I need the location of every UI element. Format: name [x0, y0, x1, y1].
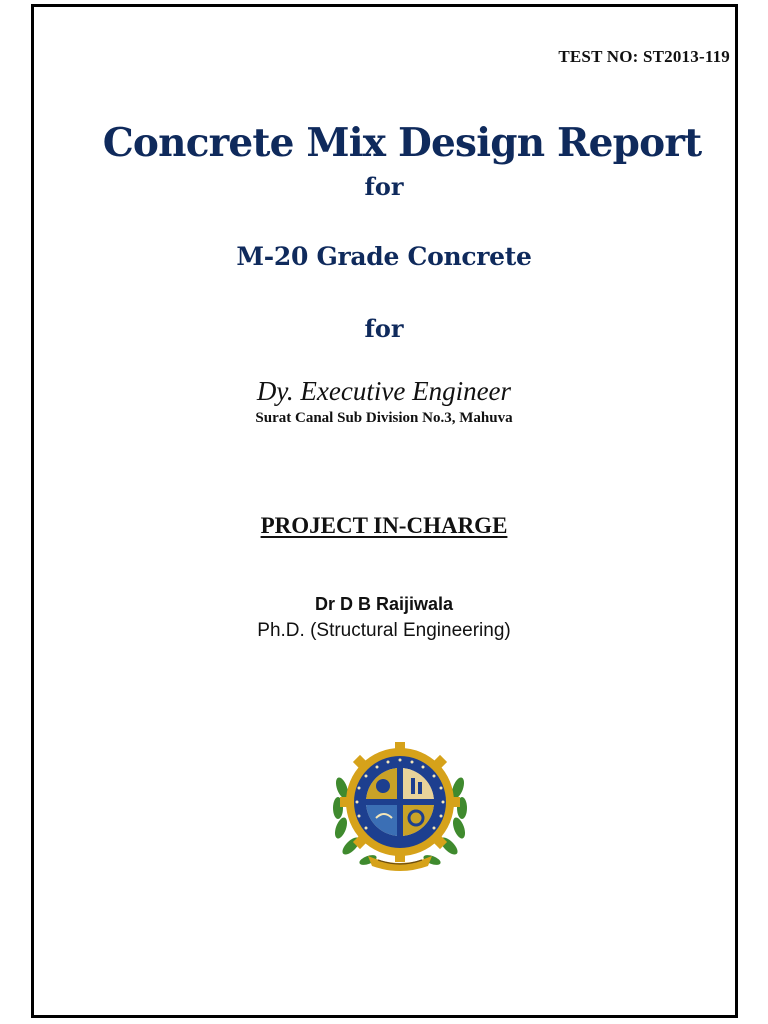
incharge-qualification: Ph.D. (Structural Engineering): [257, 620, 511, 641]
institute-emblem-icon: [328, 738, 472, 876]
concrete-grade: M-20 Grade Concrete: [236, 242, 532, 271]
emblem-center: [366, 768, 434, 836]
project-incharge-heading: PROJECT IN-CHARGE: [260, 513, 508, 538]
client-designation: Dy. Executive Engineer: [256, 376, 512, 406]
report-title: Concrete Mix Design Report: [102, 120, 702, 166]
for-label-1: for: [364, 172, 404, 201]
test-number: TEST NO: ST2013-119: [558, 47, 730, 66]
client-subdivision: Surat Canal Sub Division No.3, Mahuva: [255, 410, 513, 426]
for-label-2: for: [364, 314, 404, 343]
incharge-name: Dr D B Raijiwala: [314, 594, 454, 614]
